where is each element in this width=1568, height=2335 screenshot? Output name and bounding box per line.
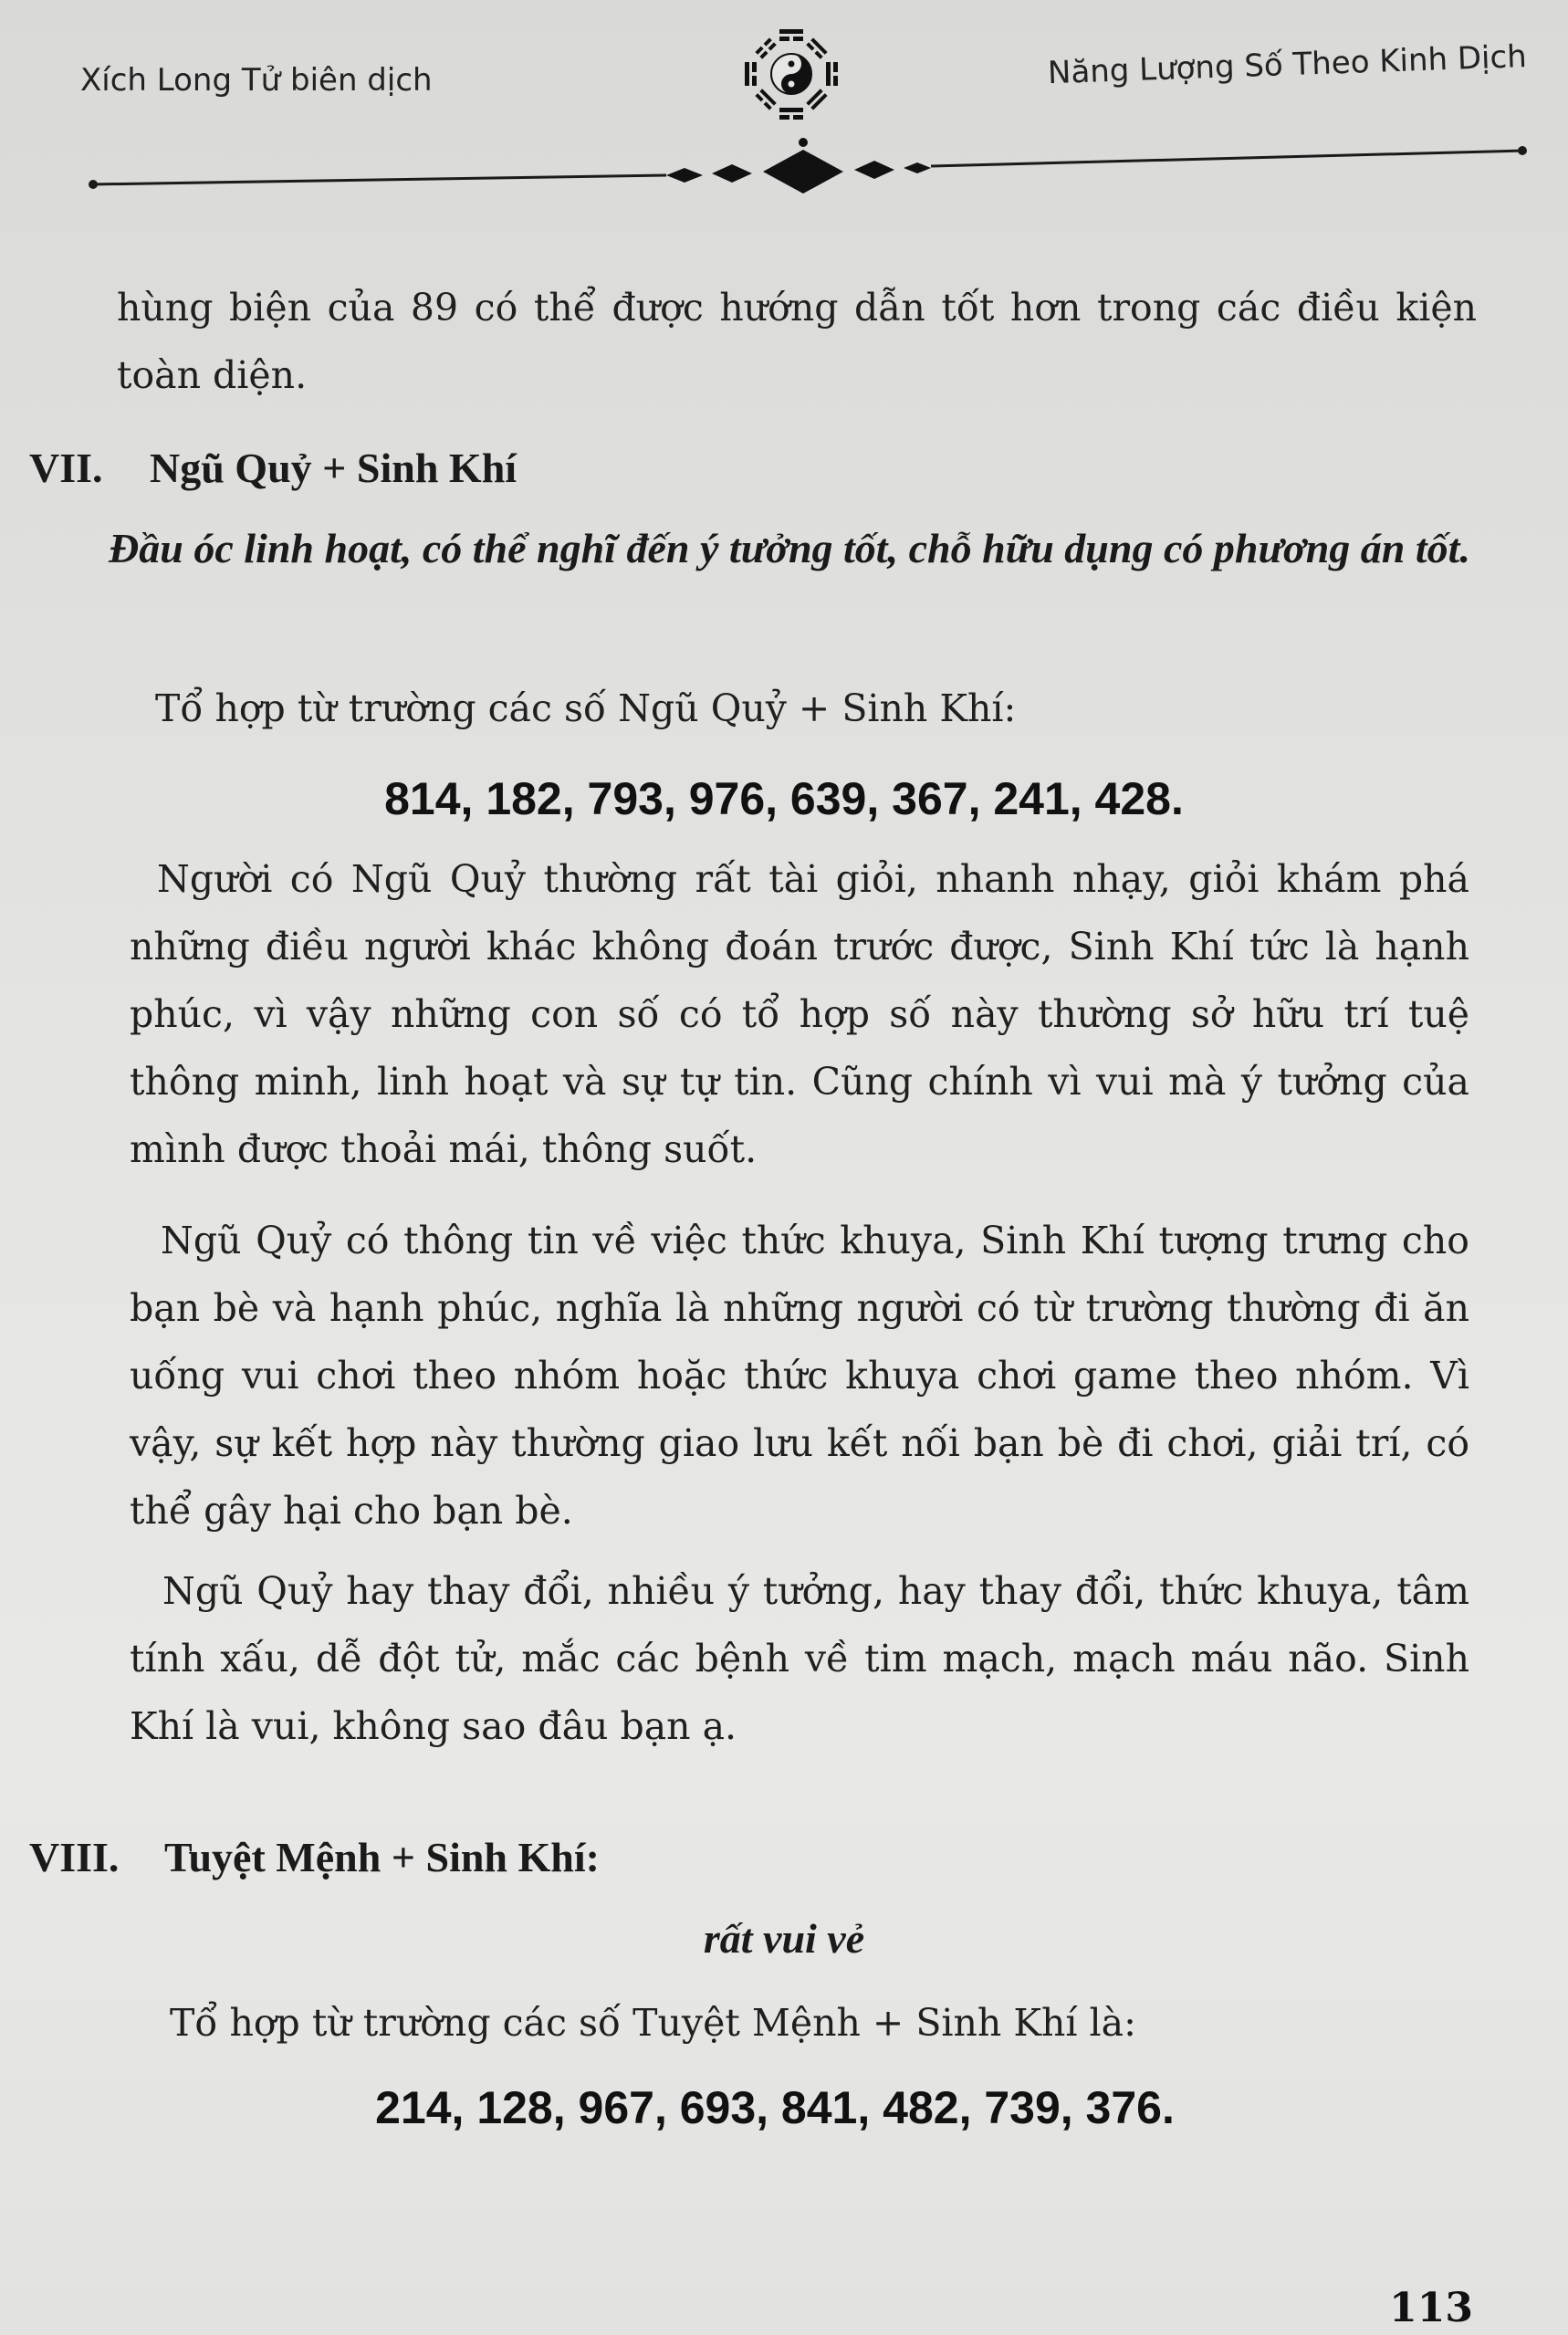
section-7-paragraph-2: Ngũ Quỷ có thông tin về việc thức khuya, Sinh Khí tượng trưng cho bạn bè và hạnh phúc, nghĩa là những người có từ trường thường đi ăn uống vui chơi theo nhóm hoặc thức khuya chơi game theo nhóm. Vì vậy, sự kết hợp này thường giao lưu kết nối bạn bè đi chơi, giải trí, có thể gây hại cho bạn bè. <box>130 1219 1469 1533</box>
section-8-title: Tuyệt Mệnh + Sinh Khí: <box>164 1834 600 1880</box>
section-8-heading <box>29 1833 600 1881</box>
page-number: 113 <box>1389 2285 1473 2331</box>
running-header-right: Năng Lượng Số Theo Kinh Dịch <box>1047 38 1528 92</box>
section-8-intro: Tổ hợp từ trường các số Tuyệt Mệnh + Sinh Khí là: <box>170 2001 1136 2045</box>
section-7-subtitle: Đầu óc linh hoạt, có thể nghĩ đến ý tưởng tốt, chỗ hữu dụng có phương án tốt. <box>109 525 1470 571</box>
continuation-paragraph: hùng biện của 89 có thể được hướng dẫn tốt hơn trong các điều kiện toàn diện. <box>117 286 1477 397</box>
section-7-heading <box>29 444 517 492</box>
running-header-left: Xích Long Tử biên dịch <box>80 62 433 99</box>
section-7-paragraph-1: Người có Ngũ Quỷ thường rất tài giỏi, nhanh nhạy, giỏi khám phá những điều người khác không đoán trước được, Sinh Khí tức là hạnh phúc, vì vậy những con số có tổ hợp số này thường sở hữu trí tuệ thông minh, linh hoạt và sự tự tin. Cũng chính vì vui mà ý tưởng của mình được thoải mái, thông suốt. <box>130 857 1469 1171</box>
section-7-title: Ngũ Quỷ + Sinh Khí <box>150 445 517 491</box>
yin-yang-bagua-icon <box>741 24 841 124</box>
section-8-numbers: 214, 128, 967, 693, 841, 482, 739, 376. <box>375 2082 1175 2133</box>
section-7-numbers: 814, 182, 793, 976, 639, 367, 241, 428. <box>384 773 1184 824</box>
section-7-paragraph-3: Ngũ Quỷ hay thay đổi, nhiều ý tưởng, hay thay đổi, thức khuya, tâm tính xấu, dễ đột tử, mắc các bệnh về tim mạch, mạch máu não. Sinh Khí là vui, không sao đâu bạn ạ. <box>130 1569 1469 1748</box>
section-7-intro: Tổ hợp từ trường các số Ngũ Quỷ + Sinh Khí: <box>155 686 1017 730</box>
section-7-number: VII. <box>29 445 103 491</box>
section-8-subtitle: rất vui vẻ <box>703 1915 865 1962</box>
section-8-number: VIII. <box>29 1834 120 1880</box>
header-ornament-divider <box>82 119 1542 219</box>
